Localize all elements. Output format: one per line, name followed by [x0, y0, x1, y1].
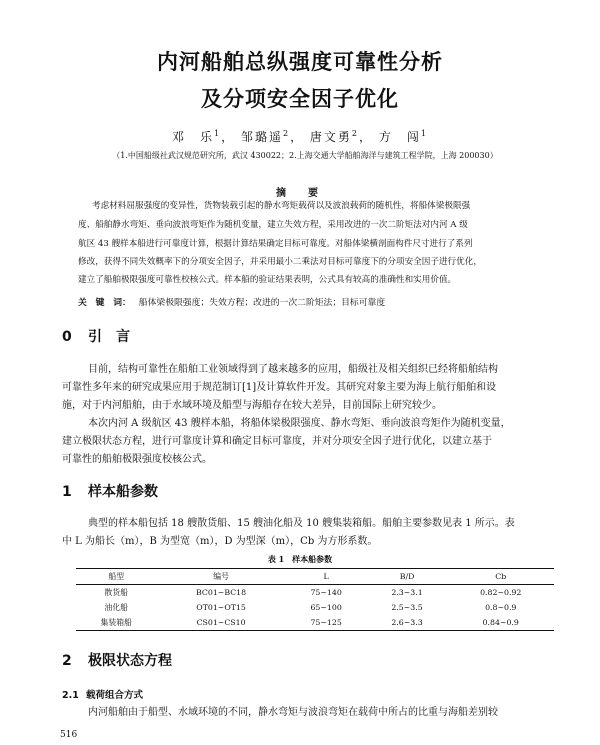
- table-header-cell: 编号: [213, 572, 229, 581]
- table-cell: 75~125: [310, 618, 342, 627]
- table-cell: 油化船: [104, 603, 128, 612]
- body-line: 中 L 为船长（m），B 为型宽（m），D 为型深（m），Cb 为方形系数。: [62, 536, 378, 547]
- page-number: 516: [60, 730, 78, 740]
- table-row: [76, 615, 554, 631]
- table-cell: 2.6~3.3: [391, 618, 423, 627]
- body-line: 典型的样本船包括 18 艘散货船、15 艘油化船及 10 艘集装箱船。船舶主要参数见表 1 所示。表: [88, 518, 515, 529]
- keywords-text: 船体梁极限强度；失效方程；改进的一次二阶矩法；目标可靠度: [138, 298, 386, 308]
- table-header-row: [76, 569, 554, 585]
- abstract-line: 度、船舶静水弯矩、垂向波浪弯矩作为随机变量，建立失效方程，采用改进的一次二阶矩法对内河 A 级: [78, 220, 468, 230]
- table-cell: BC01~BC18: [196, 588, 247, 597]
- abstract-line: 航区 43 艘样本船进行可靠度计算，根据计算结果确定目标可靠度。对船体梁横剖面构件尺寸进行了系列: [78, 239, 473, 249]
- sample-ship-table: [76, 568, 554, 631]
- subsection-heading: 2.1 载荷组合方式: [62, 690, 144, 701]
- abstract-line: 考虑材料屈服强度的变异性，货物装载引起的静水弯矩载荷以及波浪载荷的随机性，将船体梁极限强: [92, 201, 471, 211]
- body-line: 内河船舶由于船型、水域环境的不同，静水弯矩与波浪弯矩在载荷中所占的比重与海船差别较: [88, 707, 498, 718]
- keywords: [78, 295, 385, 308]
- table-cell: 散货船: [104, 588, 128, 597]
- section-heading: 1 样本船参数: [62, 484, 158, 500]
- table-cell: 2.3~3.1: [391, 588, 423, 597]
- table-row: [76, 585, 554, 601]
- table-cell: OT01~OT15: [196, 603, 246, 612]
- body-line: 可靠性的船舶极限强度校核公式。: [62, 454, 212, 465]
- section-heading: 2 极限状态方程: [62, 653, 172, 669]
- table-cell: CS01~CS10: [196, 618, 246, 627]
- author-list: 邓 乐$^1$， 邹璐遥$^2$， 唐文勇$^2$， 方 闯$^1$: [172, 129, 428, 144]
- author: 邹璐遥$^2$: [240, 129, 291, 144]
- abstract-heading: 摘 要: [276, 188, 324, 199]
- table-cell: 0.84~0.9: [482, 618, 519, 627]
- table-row: [76, 600, 554, 615]
- body-line: 建立极限状态方程，进行可靠度计算和确定目标可靠度，并对分项安全因子进行优化，以建立基于: [62, 436, 492, 447]
- paper-title-line1: 内河船舶总纵强度可靠性分析: [157, 50, 443, 74]
- abstract-line: 建立了船舶极限强度可靠性校核公式。样本船的验证结果表明，公式具有较高的准确性和实用价值。: [78, 275, 457, 285]
- body-line: 可靠性多年来的研究成果应用于规范制订[1]及计算软件开发。其研究对象主要为海上航行船舶和设: [62, 382, 497, 393]
- body-line: 目前，结构可靠性在船舶工业领域得到了越来越多的应用，船级社及相关组织已经将船舶结构: [88, 364, 498, 375]
- table-cell: 0.82~0.92: [480, 588, 522, 597]
- author: 唐文勇$^2$: [309, 129, 360, 144]
- author: 方 闯$^1$: [378, 129, 428, 144]
- table-header-cell: B/D: [399, 572, 415, 581]
- affiliation: （1.中国船级社武汉规范研究所，武汉 430022；2.上海交通大学船舶海洋与建筑工程学院，上海 200030）: [112, 151, 498, 160]
- table-header-cell: L: [323, 572, 329, 581]
- body-line: 本次内河 A 级航区 43 艘样本船，将船体梁极限强度、静水弯矩、垂向波浪弯矩作为随机变量，: [88, 418, 511, 429]
- table-caption: 表 1 样本船参数: [267, 554, 333, 564]
- section-heading: 0 引 言: [62, 329, 130, 345]
- author: 邓 乐$^1$: [172, 129, 222, 144]
- table-cell: 65~100: [310, 603, 342, 612]
- table-cell: 2.5~3.5: [391, 603, 423, 612]
- paper-title-line2: 及分项安全因子优化: [201, 87, 399, 111]
- table-cell: 75~140: [310, 588, 342, 597]
- table-header-cell: Cb: [495, 572, 507, 581]
- abstract-line: 修改，获得不同失效概率下的分项安全因子，并采用最小二乘法对目标可靠度下的分项安全因子进行优化，: [78, 257, 482, 267]
- keywords-label: 关 键 词：: [78, 298, 131, 308]
- table-header-cell: 船型: [108, 572, 125, 581]
- table-cell: 集装箱船: [100, 618, 132, 627]
- table-cell: 0.8~0.9: [485, 603, 517, 612]
- body-line: 施，对于内河船舶，由于水域环境及船型与海船存在较大差异，目前国际上研究较少。: [62, 400, 442, 411]
